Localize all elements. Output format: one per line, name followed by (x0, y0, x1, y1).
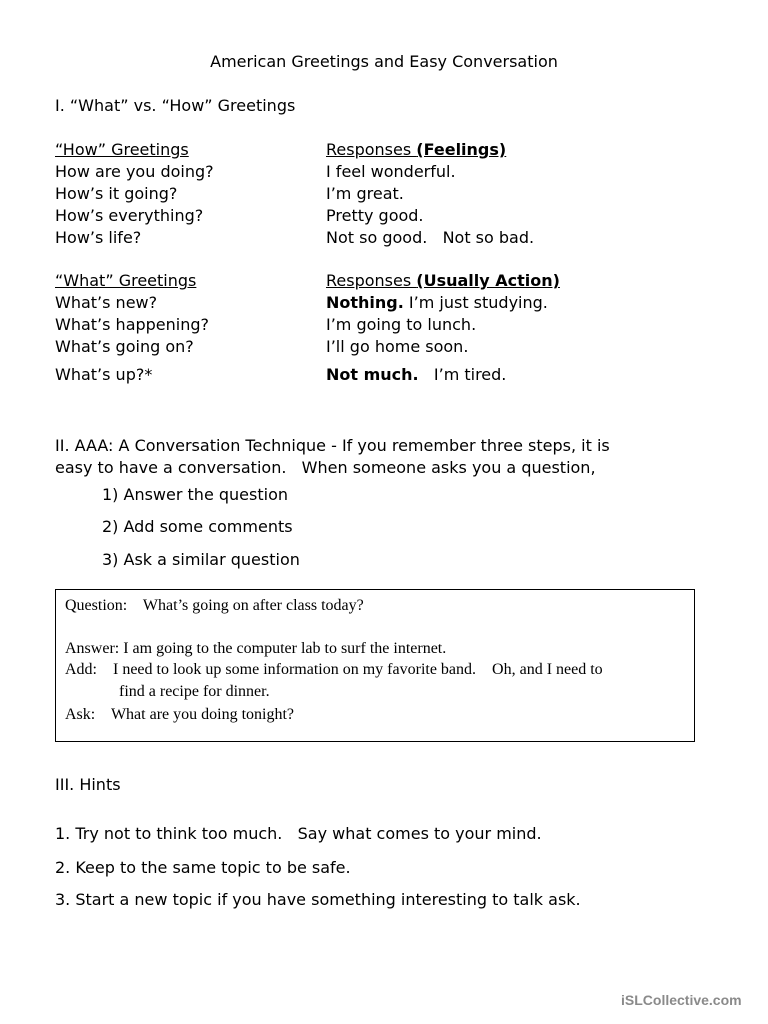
how-greeting-item: How are you doing? (55, 162, 214, 181)
what-response-item: Nothing. I’m just studying. (326, 293, 548, 312)
hint-item: 1. Try not to think too much. Say what comes to your mind. (55, 824, 542, 843)
how-response-item: Pretty good. (326, 206, 424, 225)
page-title: American Greetings and Easy Conversation (210, 52, 558, 71)
what-greeting-item: What’s new? (55, 293, 158, 312)
what-greeting-item: What’s happening? (55, 315, 210, 334)
what-response-item: I’m going to lunch. (326, 315, 477, 334)
what-greeting-item: What’s up?* (55, 365, 153, 384)
step-item: 3) Ask a similar question (102, 550, 300, 569)
what-greetings-header: “What” Greetings (55, 271, 197, 290)
how-response-item: I feel wonderful. (326, 162, 456, 181)
how-greeting-item: How’s everything? (55, 206, 204, 225)
what-response-item: I’ll go home soon. (326, 337, 469, 356)
how-greetings-header: “How” Greetings (55, 140, 189, 159)
example-answer: Answer: I am going to the computer lab to surf the internet. (65, 640, 447, 657)
step-item: 2) Add some comments (102, 517, 293, 536)
section-2-intro: easy to have a conversation. When someone asks you a question, (55, 458, 596, 477)
section-3-heading: III. Hints (55, 775, 121, 794)
what-greeting-item: What’s going on? (55, 337, 194, 356)
how-response-item: Not so good. Not so bad. (326, 228, 535, 247)
what-response-item: Not much. I’m tired. (326, 365, 507, 384)
example-question: Question: What’s going on after class today? (65, 597, 364, 614)
hint-item: 3. Start a new topic if you have something interesting to talk ask. (55, 890, 581, 909)
section-2-heading: II. AAA: A Conversation Technique - If you remember three steps, it is (55, 436, 610, 455)
step-item: 1) Answer the question (102, 485, 288, 504)
how-response-item: I’m great. (326, 184, 404, 203)
how-greeting-item: How’s life? (55, 228, 142, 247)
hint-item: 2. Keep to the same topic to be safe. (55, 858, 351, 877)
what-responses-header: Responses (Usually Action) (326, 271, 560, 290)
how-responses-header: Responses (Feelings) (326, 140, 507, 159)
watermark-footer: iSLCollective.com (621, 992, 742, 1008)
example-add-continued: find a recipe for dinner. (119, 683, 270, 700)
how-greeting-item: How’s it going? (55, 184, 178, 203)
example-ask: Ask: What are you doing tonight? (65, 706, 294, 723)
example-add: Add: I need to look up some information on my favorite band. Oh, and I need to (65, 661, 603, 678)
section-1-heading: I. “What” vs. “How” Greetings (55, 96, 296, 115)
